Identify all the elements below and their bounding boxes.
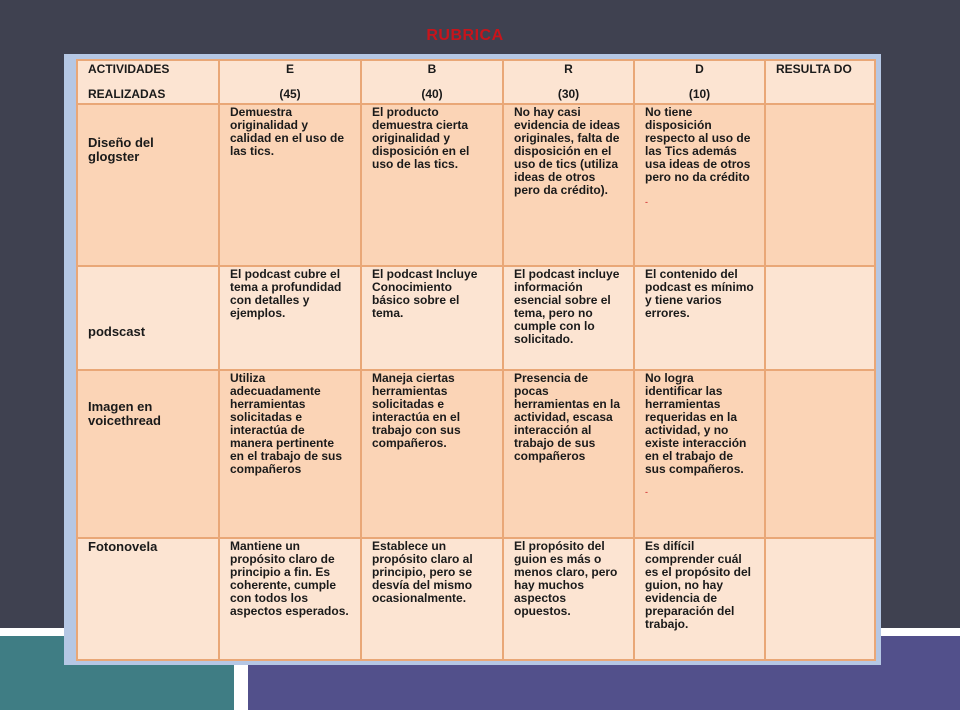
criterion-cell: Maneja ciertas herramientas solicitadas e interactúa en el trabajo con sus compañeros. xyxy=(361,370,503,538)
header-activities-bottom: REALIZADAS xyxy=(88,87,166,101)
result-cell xyxy=(765,538,875,660)
header-col-letter: E xyxy=(285,62,294,76)
criterion-cell: El podcast cubre el tema a profundidad con detalles y ejemplos. xyxy=(219,266,361,370)
activity-label: Fotonovela xyxy=(88,539,158,554)
criterion-cell: El contenido del podcast es mínimo y tiene varios errores. xyxy=(634,266,765,370)
criterion-cell: El propósito del guion es más o menos claro, pero hay muchos aspectos opuestos. xyxy=(503,538,634,660)
header-col-points: (10) xyxy=(688,87,711,101)
header-col-d xyxy=(634,60,765,104)
activity-cell xyxy=(77,104,219,266)
cell-mark: - xyxy=(645,197,648,207)
criterion-cell xyxy=(634,104,765,266)
criterion-cell: El producto demuestra cierta originalidad y disposición en el uso de las tics. xyxy=(361,104,503,266)
header-col-letter: B xyxy=(427,62,437,76)
criterion-cell: Es difícil comprender cuál es el propósito del guion, no hay evidencia de preparación del trabajo. xyxy=(634,538,765,660)
criterion-text: No tiene disposición respecto al uso de las Tics además usa ideas de otros pero no da crédito xyxy=(645,105,751,184)
table-row xyxy=(77,104,875,266)
activity-label: Imagen en voicethread xyxy=(88,399,161,428)
activity-label: Diseño del glogster xyxy=(88,135,154,164)
rubric-table xyxy=(76,59,876,661)
activity-cell xyxy=(77,538,219,660)
header-col-letter: R xyxy=(564,62,573,76)
criterion-cell: El podcast incluye información esencial sobre el tema, pero no cumple con lo solicitado. xyxy=(503,266,634,370)
header-col-points: (40) xyxy=(421,87,443,101)
header-row xyxy=(77,60,875,104)
result-cell xyxy=(765,370,875,538)
slide-title: RUBRICA xyxy=(426,27,504,44)
header-col-e xyxy=(219,60,361,104)
result-cell xyxy=(765,266,875,370)
header-activities-top: ACTIVIDADES xyxy=(88,62,170,76)
header-result: RESULTA DO xyxy=(765,60,875,104)
criterion-cell: Establece un propósito claro al principio, pero se desvía del mismo ocasionalmente. xyxy=(361,538,503,660)
table-row xyxy=(77,370,875,538)
bottom-strip xyxy=(0,710,960,720)
criterion-cell: El podcast Incluye Conocimiento básico sobre el tema. xyxy=(361,266,503,370)
cell-mark: - xyxy=(645,487,648,497)
header-activities xyxy=(77,60,219,104)
activity-cell xyxy=(77,370,219,538)
table-row xyxy=(77,538,875,660)
criterion-cell: No hay casi evidencia de ideas originales, falta de disposición en el uso de tics (utiliza ideas de otros pero da crédito). xyxy=(503,104,634,266)
criterion-cell: Utiliza adecuadamente herramientas solicitadas e interactúa de manera pertinente en el trabajo de sus compañeros xyxy=(219,370,361,538)
criterion-cell: Presencia de pocas herramientas en la actividad, escasa interacción al trabajo de sus compañeros xyxy=(503,370,634,538)
header-col-b xyxy=(361,60,503,104)
criterion-cell xyxy=(634,370,765,538)
criterion-cell: Demuestra originalidad y calidad en el uso de las tics. xyxy=(219,104,361,266)
activity-cell xyxy=(77,266,219,370)
criterion-cell: Mantiene un propósito claro de principio a fin. Es coherente, cumple con todos los aspectos esperados. xyxy=(219,538,361,660)
result-cell xyxy=(765,104,875,266)
header-col-points: (30) xyxy=(557,87,580,101)
header-col-points: (45) xyxy=(279,87,301,101)
header-col-letter: D xyxy=(695,62,704,76)
table-row xyxy=(77,266,875,370)
header-col-r xyxy=(503,60,634,104)
activity-label: podscast xyxy=(88,324,146,339)
criterion-text: No logra identificar las herramientas requeridas en la actividad, y no existe interacción en el trabajo de sus compañeros. xyxy=(645,371,747,476)
